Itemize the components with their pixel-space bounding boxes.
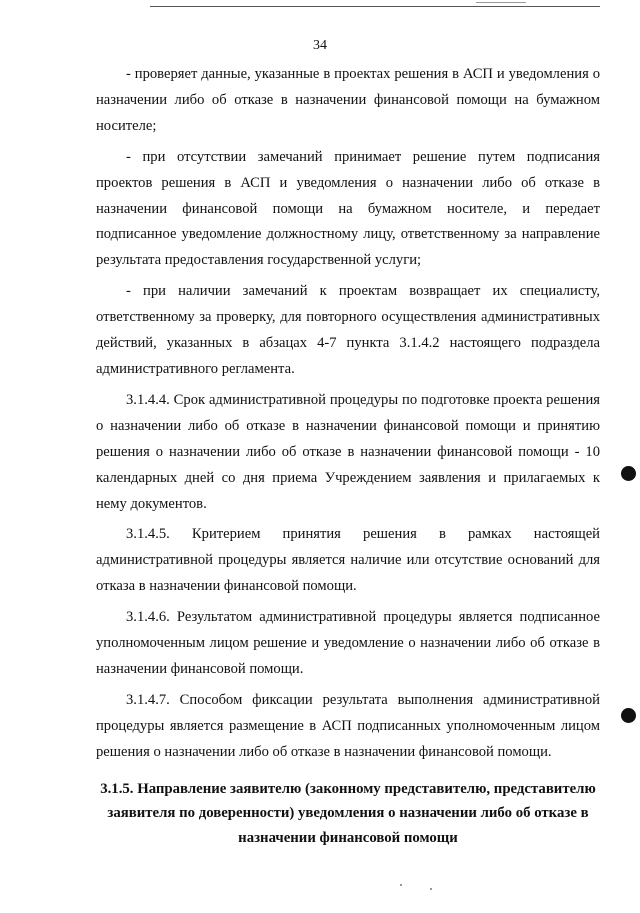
paragraph-no-remarks: - при отсутствии замечаний принимает решение путем подписания проектов решения в АСП и уведомления о назначении либо об отказе в назначении финансовой помощи на бумажном носителе, и передает подписанное уведомление должностному лицу, ответственному за направление результата предоставления государственной услуги; <box>96 148 600 269</box>
paragraph-3-1-4-7: 3.1.4.7. Способом фиксации результата выполнения административной процедуры является размещение в АСП подписанных уполномоченным лицом решения о назначении либо об отказе в назначении финансовой помощи. <box>96 691 600 760</box>
paragraph-check-data: - проверяет данные, указанные в проектах решения в АСП и уведомления о назначении либо об отказе в назначении финансовой помощи на бумажном носителе; <box>96 66 600 134</box>
document-body <box>96 62 600 850</box>
punch-hole-lower <box>621 708 636 723</box>
scan-speck <box>400 884 402 886</box>
scan-top-rule <box>150 6 600 7</box>
scan-top-rule-right <box>476 2 526 3</box>
paragraph-with-remarks: - при наличии замечаний к проектам возвращает их специалисту, ответственному за проверку, для повторного осуществления административных действий, указанных в абзацах 4-7 пункта 3.1.4.2 настоящего подраздела административного регламента. <box>96 283 600 377</box>
paragraph-3-1-4-4: 3.1.4.4. Срок административной процедуры по подготовке проекта решения о назначении либо об отказе в назначении финансовой помощи и принятию решения о назначении либо об отказе в назначении финансовой помощи - 10 календарных дней со дня приема Учреждением заявления и прилагаемых к нему документов. <box>96 391 600 512</box>
page-number: 34 <box>313 38 327 53</box>
paragraph-3-1-4-6: 3.1.4.6. Результатом административной процедуры является подписанное уполномоченным лицом решение и уведомление о назначении либо об отказе в назначении финансовой помощи. <box>96 609 600 677</box>
paragraph-3-1-4-5: 3.1.4.5. Критерием принятия решения в рамках настоящей административной процедуры является наличие или отсутствие оснований для отказа в назначении финансовой помощи. <box>96 526 600 595</box>
punch-hole-upper <box>621 466 636 481</box>
scan-speck <box>430 888 432 890</box>
section-heading-3-1-5: 3.1.5. Направление заявителю (законному представителю, представителю заявителя по доверенности) уведомления о назначении либо об отказе в назначении финансовой помощи <box>100 780 596 846</box>
